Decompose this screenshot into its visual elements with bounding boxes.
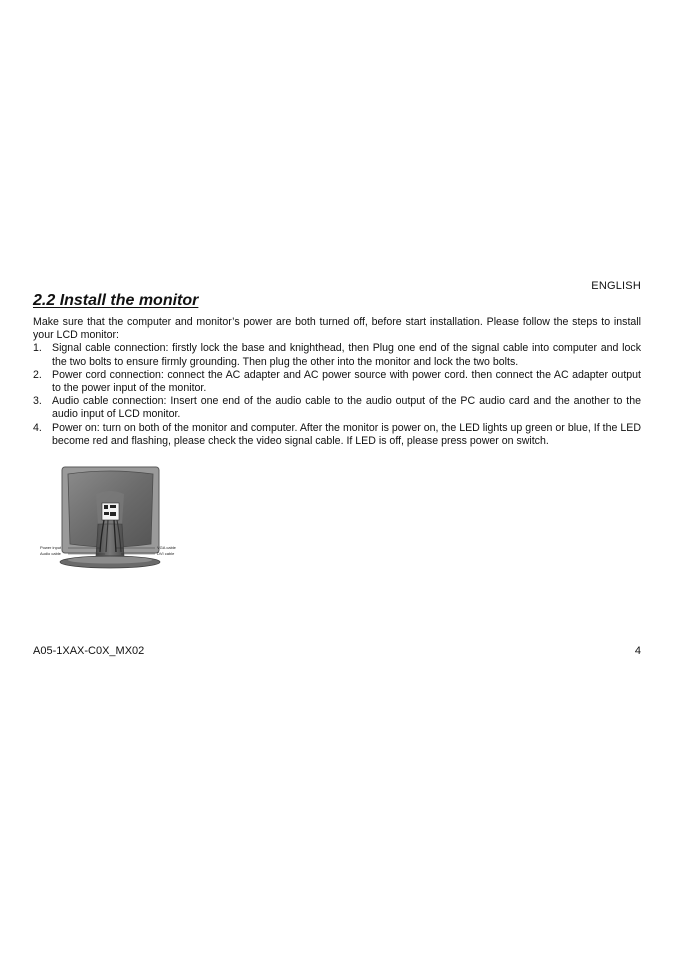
step-number: 1. xyxy=(33,342,42,355)
section-title: 2.2 Install the monitor xyxy=(33,292,199,309)
section-body xyxy=(33,316,641,448)
step-number: 2. xyxy=(33,368,42,381)
step-number: 4. xyxy=(33,421,42,434)
page-number: 4 xyxy=(634,645,641,657)
step-signal-cable xyxy=(33,342,641,368)
step-text: Power cord connection: connect the AC adapter and AC power source with power cord. then connect the AC adapter output to the power input of the monitor. xyxy=(52,368,641,395)
audio-cable-label: Audio cable xyxy=(40,551,61,556)
language-label: ENGLISH xyxy=(591,280,641,292)
vga-cable-label: VGA cable xyxy=(157,545,176,550)
step-power-on xyxy=(33,422,641,448)
step-text: Audio cable connection: Insert one end of the audio cable to the audio output of the PC audio card and the another to the audio input of LCD monitor. xyxy=(52,395,641,421)
install-steps-list xyxy=(33,342,641,448)
document-code: A05-1XAX-C0X_MX02 xyxy=(33,645,145,657)
intro-paragraph: Make sure that the computer and monitor’s power are both turned off, before start installation. Please follow the steps to install your LCD monitor: xyxy=(33,316,641,342)
step-text: Power on: turn on both of the monitor and computer. After the monitor is power on, the LED lights up green or blue, If the LED become red and flashing, please check the video signal cable. If LED is off, please press power on switch. xyxy=(52,421,641,447)
step-text: Signal cable connection: firstly lock the base and knighthead, then Plug one end of the signal cable into computer and lock the two bolts to ensure firmly grounding. Then plug the other into the monitor and lock the two bolts. xyxy=(52,342,641,368)
step-audio-cable xyxy=(33,395,641,421)
dvi-cable-label: DVI cable xyxy=(157,551,175,556)
step-number: 3. xyxy=(33,395,42,408)
power-input-label: Power input xyxy=(40,545,62,550)
step-power-cord xyxy=(33,369,641,395)
monitor-rear-figure xyxy=(38,464,188,572)
